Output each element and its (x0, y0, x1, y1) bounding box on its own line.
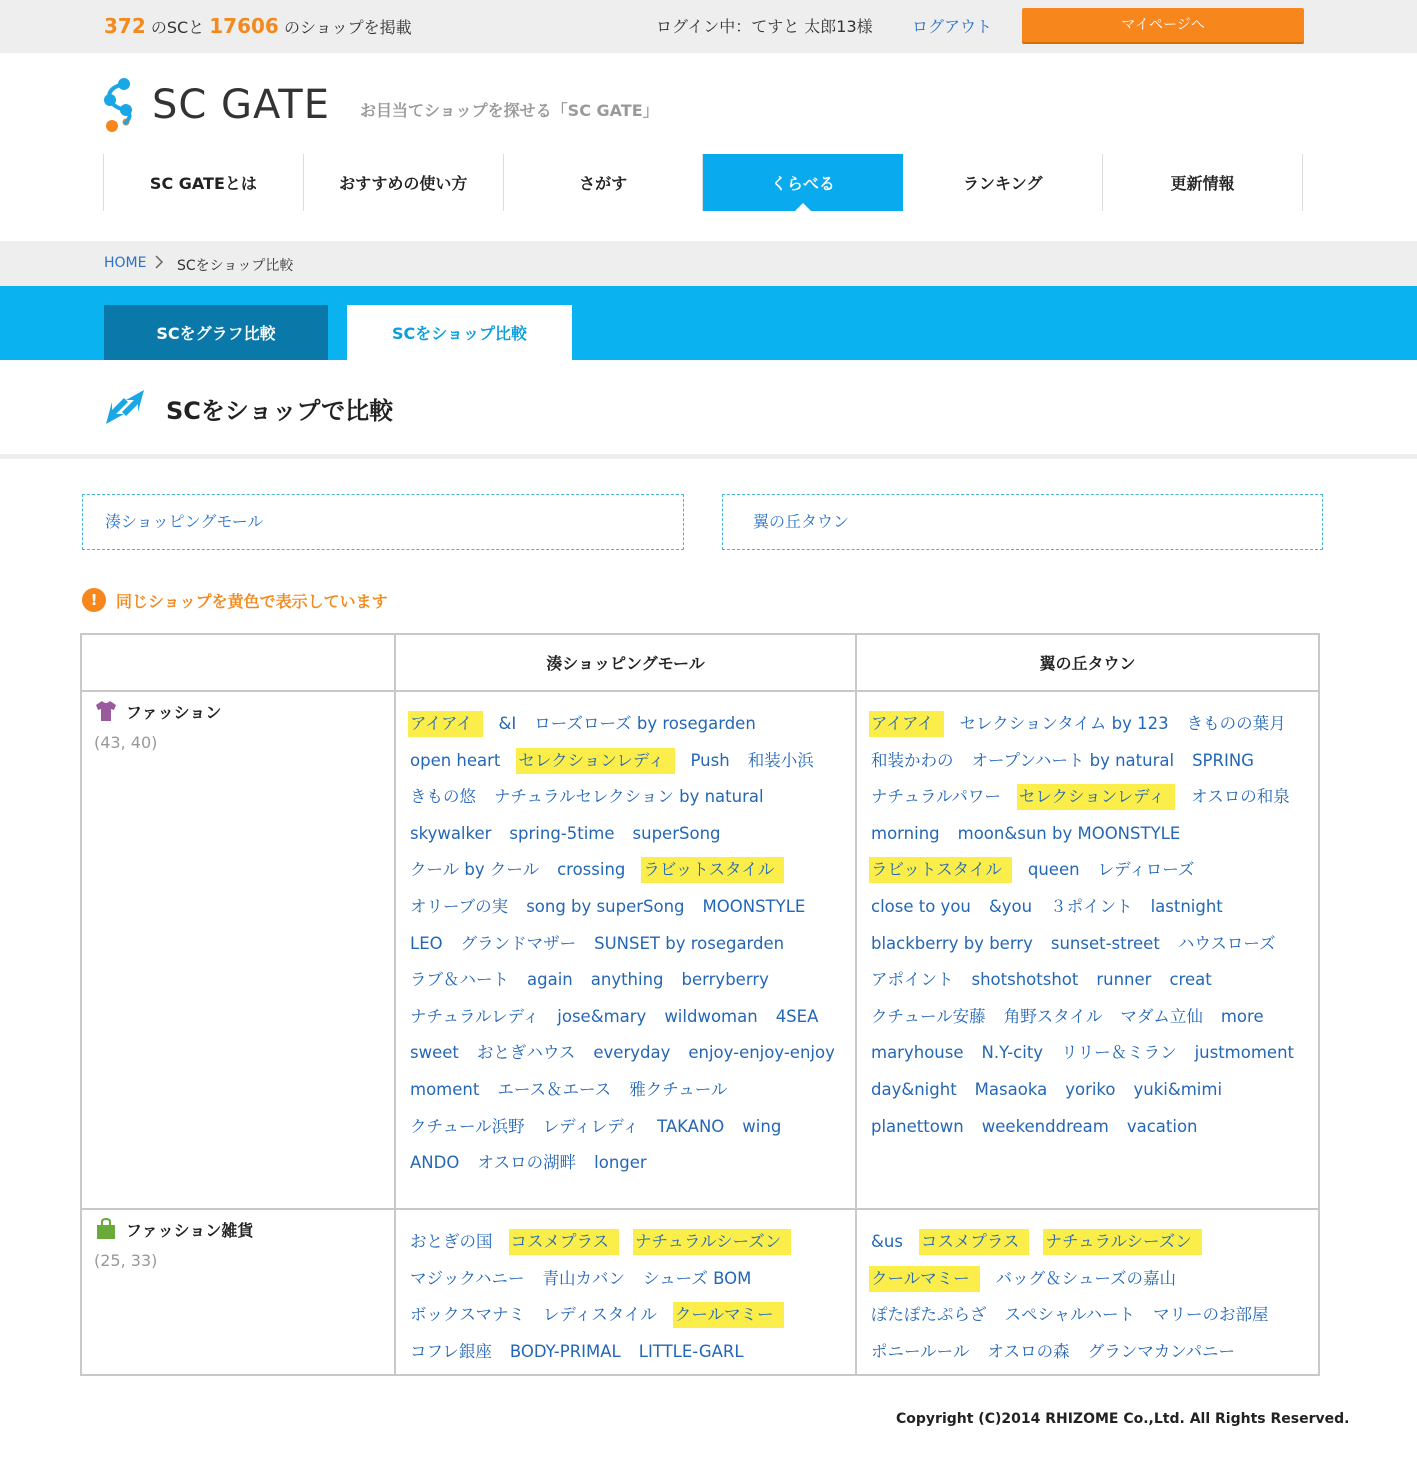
shop-link[interactable]: ANDO (410, 1153, 460, 1173)
login-status: ログイン中：てすと 太郎13様 (656, 17, 873, 36)
shop-link[interactable]: バッグ＆シューズの嘉山 (995, 1268, 1177, 1288)
shop-link-shared[interactable]: コスメプラス (509, 1229, 620, 1255)
top-bar (0, 0, 1417, 53)
shop-link[interactable]: longer (594, 1153, 647, 1173)
nav-compare[interactable]: くらべる (703, 154, 903, 211)
chevron-right-icon (154, 254, 164, 274)
tab-graph-compare[interactable]: SCをグラフ比較 (104, 305, 328, 360)
shop-link[interactable]: ボックスマナミ (410, 1305, 526, 1325)
shop-link[interactable]: runner (1096, 970, 1152, 990)
shop-link[interactable]: anything (590, 970, 664, 990)
highlight-notice (82, 588, 388, 614)
shop-link[interactable]: グランドマザー (460, 933, 577, 953)
shop-link[interactable]: レディローズ (1097, 860, 1195, 880)
shop-link[interactable]: 角野スタイル (1003, 1006, 1103, 1026)
shop-link[interactable]: シューズ BOM (643, 1268, 752, 1288)
shop-link[interactable]: おとぎハウス (476, 1043, 576, 1063)
shop-link[interactable]: more (1220, 1006, 1264, 1026)
sc-count-suffix: のSCと (145, 18, 210, 37)
shop-link[interactable]: moon&sun by MOONSTYLE (957, 823, 1181, 843)
logo-text: SC GATE (152, 82, 330, 128)
sc-count: 372 (104, 14, 146, 38)
shop-link[interactable]: jose&mary (557, 1006, 647, 1026)
shop-link[interactable]: TAKANO (657, 1116, 725, 1136)
shop-link[interactable]: レディスタイル (543, 1305, 657, 1325)
shop-link-shared[interactable]: コスメプラス (919, 1229, 1030, 1255)
shop-link[interactable]: spring-5time (509, 823, 615, 843)
shop-link[interactable]: wildwoman (664, 1006, 758, 1026)
shop-link[interactable]: アポイント (871, 970, 954, 990)
shop-link-shared[interactable]: セレクションレディ (1017, 784, 1175, 810)
table-row (82, 1208, 1318, 1374)
shop-link[interactable]: superSong (632, 823, 721, 843)
divider (0, 454, 1417, 459)
shop-link-shared[interactable]: ナチュラルシーズン (1043, 1229, 1201, 1255)
mypage-button[interactable]: マイページへ (1022, 8, 1304, 42)
shop-link[interactable]: きものの葉月 (1186, 714, 1286, 733)
shop-link[interactable]: MOONSTYLE (702, 896, 806, 916)
logout-link[interactable]: ログアウト (912, 17, 993, 36)
shop-link[interactable]: &I (498, 714, 517, 733)
shop-link[interactable]: lastnight (1150, 896, 1223, 916)
shop-link[interactable]: sweet (410, 1043, 459, 1063)
category-cell (82, 1210, 394, 1374)
shop-link[interactable]: song by superSong (526, 896, 685, 916)
shop-link[interactable]: オスロの森 (987, 1341, 1070, 1361)
shop-link[interactable]: skywalker (410, 823, 492, 843)
shop-link[interactable]: オスロの和泉 (1190, 787, 1290, 807)
shop-link[interactable]: wing (742, 1116, 782, 1136)
shop-link-shared[interactable]: ラビットスタイル (869, 857, 1012, 883)
exclamation-icon: ! (82, 588, 106, 612)
shop-link[interactable]: weekenddream (981, 1116, 1109, 1136)
page-title: SCをショップで比較 (166, 397, 394, 425)
shop-link[interactable]: エース＆エース (497, 1079, 612, 1099)
shop-link[interactable]: セレクションタイム by 123 (959, 714, 1169, 733)
tagline: お目当てショップを探せる「SC GATE」 (360, 101, 659, 120)
shop-link[interactable]: SUNSET by rosegarden (594, 933, 785, 953)
table-header-row (82, 635, 1318, 690)
shop-link[interactable]: moment (410, 1079, 480, 1099)
shop-link[interactable]: N.Y-city (981, 1043, 1044, 1063)
shop-link[interactable]: again (527, 970, 573, 990)
shop-link-shared[interactable]: アイアイ (408, 711, 483, 737)
site-logo[interactable] (100, 76, 330, 138)
shop-link-shared[interactable]: クールマミー (673, 1302, 784, 1328)
shop-link[interactable]: ポニールール (871, 1341, 970, 1361)
tab-shop-compare[interactable]: SCをショップ比較 (347, 305, 572, 360)
shop-link[interactable]: &us (871, 1232, 903, 1251)
breadcrumb-home[interactable]: HOME (104, 255, 147, 271)
nav-howto[interactable]: おすすめの使い方 (304, 154, 504, 211)
shop-link[interactable]: sunset-street (1050, 933, 1160, 953)
table-row (82, 690, 1318, 1208)
shop-link[interactable]: queen (1027, 860, 1080, 880)
shop-link[interactable]: everyday (593, 1043, 671, 1063)
copyright: Copyright (C)2014 RHIZOME Co.,Ltd. All Rights Reserved. (896, 1411, 1350, 1427)
shop-link[interactable]: yoriko (1065, 1079, 1116, 1099)
table-header-left: 湊ショッピングモール (394, 635, 855, 690)
shop-link[interactable]: マリーのお部屋 (1153, 1305, 1269, 1325)
shop-link[interactable]: オープンハート by natural (971, 750, 1175, 770)
shop-link[interactable]: LEO (410, 933, 443, 953)
shop-link[interactable]: planettown (871, 1116, 964, 1136)
shop-list-left (394, 1210, 855, 1374)
shop-link[interactable]: クール by クール (410, 860, 540, 880)
shop-link-shared[interactable]: ナチュラルシーズン (633, 1229, 791, 1255)
category-count: (25, 33) (94, 1251, 158, 1270)
shop-link[interactable]: ラブ＆ハート (410, 970, 509, 990)
shop-link[interactable]: グランマカンパニー (1087, 1341, 1236, 1361)
category-label: ファッション雑貨 (126, 1221, 254, 1240)
shop-link[interactable]: ３ポイント (1050, 896, 1133, 916)
shop-list-left (394, 692, 855, 1208)
shop-link[interactable]: きもの悠 (410, 787, 476, 807)
shop-link[interactable]: Push (690, 750, 730, 770)
shop-link[interactable]: 雅クチュール (629, 1079, 728, 1099)
logo-mark-icon (100, 76, 140, 136)
table-header-right: 翼の丘タウン (855, 635, 1318, 690)
site-stats (104, 14, 412, 38)
shop-link[interactable]: おとぎの国 (410, 1232, 493, 1251)
nav-ranking[interactable]: ランキング (903, 154, 1103, 211)
shop-link[interactable]: マジックハニー (410, 1268, 525, 1288)
shop-link[interactable]: justmoment (1194, 1043, 1294, 1063)
shop-link[interactable]: ナチュラルレディ (410, 1006, 540, 1026)
category-name (94, 700, 394, 723)
shop-link[interactable]: リリー＆ミラン (1061, 1043, 1177, 1063)
shop-link[interactable]: スペシャルハート (1004, 1305, 1136, 1325)
compare-arrows-icon (104, 386, 146, 428)
shop-link[interactable]: &you (988, 896, 1033, 916)
breadcrumb-current: SCをショップ比較 (177, 258, 294, 274)
shop-link-shared[interactable]: クールマミー (869, 1266, 980, 1292)
shop-link[interactable]: open heart (410, 750, 501, 770)
table-header-empty (82, 635, 394, 690)
shop-link[interactable]: LITTLE-GARL (638, 1341, 744, 1361)
sc-selector-left[interactable]: 湊ショッピングモール (82, 494, 684, 550)
shop-link[interactable]: オリーブの実 (410, 896, 509, 916)
shop-list-right (855, 692, 1318, 1208)
shop-link[interactable]: enjoy-enjoy-enjoy (688, 1043, 835, 1063)
sc-selector-right[interactable]: 翼の丘タウン (722, 494, 1323, 550)
shop-link[interactable]: crossing (557, 860, 626, 880)
shop-link[interactable]: shotshotshot (971, 970, 1079, 990)
shop-link[interactable]: 和装かわの (871, 750, 954, 770)
category-name (94, 1218, 394, 1241)
tshirt-icon (94, 700, 118, 722)
shop-link[interactable]: creat (1169, 970, 1212, 990)
shop-link[interactable]: berryberry (681, 970, 769, 990)
shop-link[interactable]: マダム立仙 (1120, 1006, 1203, 1026)
shop-link[interactable]: yuki&mimi (1133, 1079, 1223, 1099)
shop-link[interactable]: クチュール浜野 (410, 1116, 525, 1136)
shop-link[interactable]: オスロの湖畔 (477, 1153, 577, 1173)
shop-count-suffix: のショップを掲載 (278, 18, 412, 37)
shop-count: 17606 (209, 14, 279, 38)
notice-text: 同じショップを黄色で表示しています (116, 591, 388, 611)
shop-link[interactable]: ナチュラルパワー (871, 787, 1001, 807)
shop-link-shared[interactable]: セレクションレディ (516, 748, 674, 774)
category-count: (43, 40) (94, 733, 158, 752)
shop-link[interactable]: ぽたぽたぷらざ (871, 1305, 987, 1325)
main-nav (103, 154, 1303, 211)
shop-link[interactable]: morning (871, 823, 940, 843)
shop-link[interactable]: 青山カバン (542, 1268, 626, 1288)
shop-link[interactable]: ハウスローズ (1177, 933, 1276, 953)
shopping-bag-icon (94, 1218, 118, 1240)
shop-link[interactable]: close to you (871, 896, 971, 916)
shop-link-shared[interactable]: アイアイ (869, 711, 944, 737)
shop-link[interactable]: blackberry by berry (871, 933, 1033, 953)
shop-link[interactable]: 和装小浜 (747, 750, 814, 770)
category-cell (82, 692, 394, 1208)
shop-link[interactable]: vacation (1126, 1116, 1198, 1136)
nav-search[interactable]: さがす (504, 154, 704, 211)
shop-link[interactable]: 4SEA (775, 1006, 819, 1026)
shop-link[interactable]: クチュール安藤 (871, 1006, 986, 1026)
shop-link[interactable]: maryhouse (871, 1043, 964, 1063)
breadcrumb (0, 241, 1417, 286)
shop-link[interactable]: ローズローズ by rosegarden (534, 714, 756, 733)
nav-updates[interactable]: 更新情報 (1103, 154, 1303, 211)
shop-link[interactable]: ナチュラルセレクション by natural (494, 787, 764, 807)
shop-link[interactable]: レディレディ (542, 1116, 640, 1136)
shop-link[interactable]: day&night (871, 1079, 957, 1099)
shop-link[interactable]: SPRING (1192, 750, 1254, 770)
shop-list-right (855, 1210, 1318, 1374)
comparison-table (80, 633, 1320, 1376)
shop-link[interactable]: Masaoka (974, 1079, 1048, 1099)
nav-about[interactable]: SC GATEとは (104, 154, 304, 211)
category-label: ファッション (126, 703, 222, 722)
shop-link-shared[interactable]: ラビットスタイル (641, 857, 784, 883)
shop-link[interactable]: コフレ銀座 (410, 1341, 492, 1361)
shop-link[interactable]: BODY-PRIMAL (509, 1341, 621, 1361)
